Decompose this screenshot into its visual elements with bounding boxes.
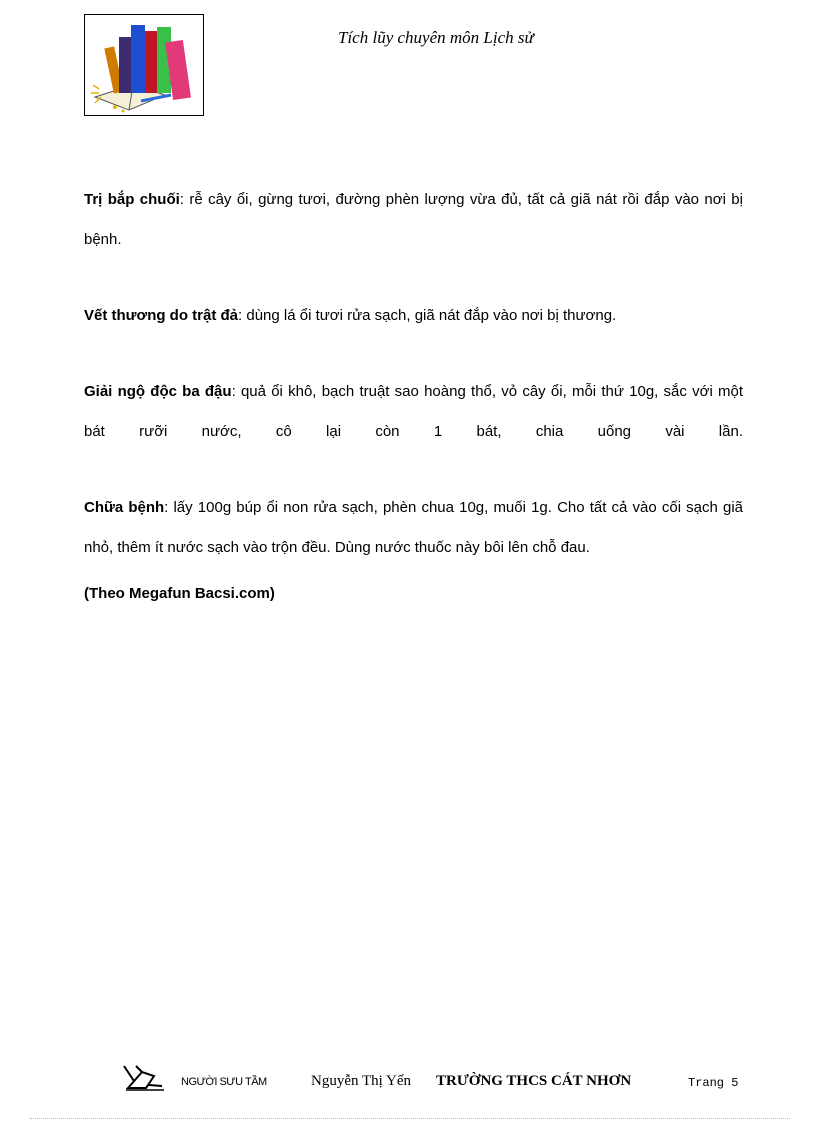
- books-logo-icon: [84, 14, 204, 116]
- footer-author: Nguyễn Thị Yến: [311, 1073, 411, 1089]
- pen-writing-icon: [122, 1062, 168, 1092]
- paragraph-text: : dùng lá ổi tươi rửa sạch, giã nát đắp vào nơi bị thương.: [238, 307, 617, 324]
- page-footer: [0, 1058, 816, 1098]
- paragraph-text: : quả ổi khô, bạch truật sao hoàng thổ, vỏ cây ổi, mỗi thứ 10g, sắc với một bát rưỡi nước, cô lại còn 1 bát, chia uống vài lần.: [84, 383, 744, 440]
- paragraph-lead: Chữa bệnh: [84, 499, 165, 516]
- header-title: Tích lũy chuyên môn Lịch sử: [338, 28, 534, 47]
- paragraph-3: [84, 372, 743, 452]
- paragraph-1: [84, 180, 743, 260]
- document-body: [84, 180, 743, 614]
- paragraph-2: [84, 296, 743, 336]
- paragraph-lead: Trị bắp chuối: [84, 191, 180, 208]
- paragraph-4: [84, 488, 743, 568]
- footer-school: TRƯỜNG THCS CÁT NHƠN: [436, 1073, 632, 1089]
- paragraph-text: : rễ cây ổi, gừng tươi, đường phèn lượng vừa đủ, tất cả giã nát rồi đắp vào nơi bị bệnh.: [84, 191, 743, 248]
- footer-collector-label: NGƯỜI SƯU TẦM: [181, 1076, 267, 1088]
- page-number: Trang 5: [688, 1076, 739, 1090]
- paragraph-lead: Giải ngộ độc ba đậu: [84, 383, 232, 400]
- source-citation: (Theo Megafun Bacsi.com): [84, 585, 275, 602]
- page-bottom-divider: [30, 1118, 790, 1119]
- books-icon: [85, 15, 203, 115]
- paragraph-lead: Vết thương do trật đả: [84, 307, 239, 324]
- paragraph-text: : lấy 100g búp ổi non rửa sạch, phèn chua 10g, muối 1g. Cho tất cả vào cối sạch giã nhỏ, thêm ít nước sạch vào trộn đều. Dùng nước thuốc này bôi lên chỗ đau.: [84, 499, 743, 556]
